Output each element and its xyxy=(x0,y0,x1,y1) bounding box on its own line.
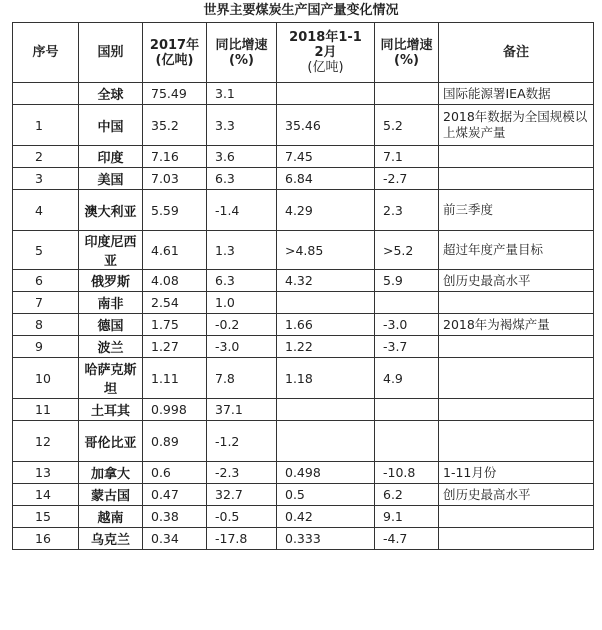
cell-seq: 11 xyxy=(13,399,79,421)
cell-p2017: 7.03 xyxy=(143,168,207,190)
cell-p2017: 4.08 xyxy=(143,270,207,292)
cell-g2018: 2.3 xyxy=(375,190,439,231)
cell-p2017: 1.27 xyxy=(143,336,207,358)
cell-g2017: 3.3 xyxy=(207,105,277,146)
cell-country: 印度 xyxy=(79,146,143,168)
cell-country: 德国 xyxy=(79,314,143,336)
cell-note: 2018年数据为全国规模以上煤炭产量 xyxy=(439,105,594,146)
cell-note xyxy=(439,146,594,168)
cell-seq: 5 xyxy=(13,231,79,270)
table-title: 世界主要煤炭生产国产量变化情况 xyxy=(203,3,399,18)
cell-seq: 12 xyxy=(13,421,79,462)
cell-p2018: 7.45 xyxy=(277,146,375,168)
cell-seq: 8 xyxy=(13,314,79,336)
table-row xyxy=(13,168,594,190)
cell-g2018: >5.2 xyxy=(375,231,439,270)
cell-p2018 xyxy=(277,421,375,462)
cell-country: 南非 xyxy=(79,292,143,314)
cell-p2018: 35.46 xyxy=(277,105,375,146)
cell-p2018: 1.18 xyxy=(277,358,375,399)
table-row xyxy=(13,190,594,231)
cell-note: 创历史最高水平 xyxy=(439,484,594,506)
cell-seq: 15 xyxy=(13,506,79,528)
cell-g2017: 32.7 xyxy=(207,484,277,506)
cell-seq: 9 xyxy=(13,336,79,358)
cell-p2018: >4.85 xyxy=(277,231,375,270)
cell-g2018: 5.2 xyxy=(375,105,439,146)
table-row xyxy=(13,421,594,462)
cell-p2018: 1.22 xyxy=(277,336,375,358)
header-2017: 2017年 (亿吨) xyxy=(143,23,207,83)
table-row xyxy=(13,146,594,168)
cell-p2017: 0.34 xyxy=(143,528,207,550)
cell-seq: 7 xyxy=(13,292,79,314)
cell-note xyxy=(439,421,594,462)
cell-p2017: 1.75 xyxy=(143,314,207,336)
cell-p2017: 5.59 xyxy=(143,190,207,231)
header-note: 备注 xyxy=(439,23,594,83)
cell-g2018 xyxy=(375,83,439,105)
cell-note: 1-11月份 xyxy=(439,462,594,484)
cell-seq: 6 xyxy=(13,270,79,292)
cell-country: 越南 xyxy=(79,506,143,528)
cell-g2017: -1.2 xyxy=(207,421,277,462)
table-row xyxy=(13,358,594,399)
cell-g2018: -4.7 xyxy=(375,528,439,550)
cell-p2018 xyxy=(277,292,375,314)
cell-p2017: 0.38 xyxy=(143,506,207,528)
cell-g2018: -2.7 xyxy=(375,168,439,190)
cell-country: 波兰 xyxy=(79,336,143,358)
cell-country: 中国 xyxy=(79,105,143,146)
cell-g2018 xyxy=(375,292,439,314)
header-2018: 2018年1-1 2月 (亿吨) xyxy=(277,23,375,83)
cell-g2018: 7.1 xyxy=(375,146,439,168)
cell-note xyxy=(439,336,594,358)
table-row xyxy=(13,506,594,528)
cell-g2018 xyxy=(375,399,439,421)
cell-country: 印度尼西亚 xyxy=(79,231,143,270)
cell-seq: 10 xyxy=(13,358,79,399)
header-country: 国别 xyxy=(79,23,143,83)
cell-p2017: 2.54 xyxy=(143,292,207,314)
cell-country: 乌克兰 xyxy=(79,528,143,550)
cell-p2017: 0.89 xyxy=(143,421,207,462)
table-row xyxy=(13,462,594,484)
cell-g2017: 6.3 xyxy=(207,168,277,190)
cell-p2018: 4.29 xyxy=(277,190,375,231)
cell-seq xyxy=(13,83,79,105)
cell-country: 哥伦比亚 xyxy=(79,421,143,462)
cell-p2018: 0.5 xyxy=(277,484,375,506)
cell-note xyxy=(439,358,594,399)
cell-g2017: 3.6 xyxy=(207,146,277,168)
table-row xyxy=(13,105,594,146)
cell-g2018: -3.0 xyxy=(375,314,439,336)
header-seq: 序号 xyxy=(13,23,79,83)
cell-g2017: 1.0 xyxy=(207,292,277,314)
table-row xyxy=(13,314,594,336)
cell-seq: 16 xyxy=(13,528,79,550)
table-row xyxy=(13,336,594,358)
header-row xyxy=(13,23,594,83)
cell-g2017: 7.8 xyxy=(207,358,277,399)
cell-g2018: 5.9 xyxy=(375,270,439,292)
cell-note xyxy=(439,399,594,421)
cell-p2018: 1.66 xyxy=(277,314,375,336)
cell-g2018: -3.7 xyxy=(375,336,439,358)
cell-g2017: -0.2 xyxy=(207,314,277,336)
cell-country: 蒙古国 xyxy=(79,484,143,506)
cell-country: 美国 xyxy=(79,168,143,190)
header-yoy-2018: 同比增速 (%) xyxy=(375,23,439,83)
cell-p2018 xyxy=(277,399,375,421)
cell-country: 土耳其 xyxy=(79,399,143,421)
cell-note: 2018年为褐煤产量 xyxy=(439,314,594,336)
cell-p2017: 0.47 xyxy=(143,484,207,506)
cell-p2017: 75.49 xyxy=(143,83,207,105)
cell-p2017: 1.11 xyxy=(143,358,207,399)
cell-note xyxy=(439,506,594,528)
cell-g2017: -3.0 xyxy=(207,336,277,358)
cell-g2018: 9.1 xyxy=(375,506,439,528)
cell-p2017: 35.2 xyxy=(143,105,207,146)
cell-p2018: 0.333 xyxy=(277,528,375,550)
cell-seq: 1 xyxy=(13,105,79,146)
cell-p2018: 0.42 xyxy=(277,506,375,528)
cell-p2018: 0.498 xyxy=(277,462,375,484)
cell-p2018: 6.84 xyxy=(277,168,375,190)
cell-g2017: -1.4 xyxy=(207,190,277,231)
table-row xyxy=(13,270,594,292)
cell-note: 超过年度产量目标 xyxy=(439,231,594,270)
cell-note xyxy=(439,292,594,314)
cell-g2018: 6.2 xyxy=(375,484,439,506)
cell-p2018: 4.32 xyxy=(277,270,375,292)
cell-g2017: -2.3 xyxy=(207,462,277,484)
cell-country: 哈萨克斯坦 xyxy=(79,358,143,399)
cell-g2017: 6.3 xyxy=(207,270,277,292)
coal-production-table xyxy=(12,22,594,550)
cell-g2018: 4.9 xyxy=(375,358,439,399)
cell-g2017: 1.3 xyxy=(207,231,277,270)
cell-country: 全球 xyxy=(79,83,143,105)
table-row xyxy=(13,528,594,550)
cell-seq: 13 xyxy=(13,462,79,484)
cell-note: 创历史最高水平 xyxy=(439,270,594,292)
cell-seq: 3 xyxy=(13,168,79,190)
cell-p2017: 7.16 xyxy=(143,146,207,168)
cell-p2018 xyxy=(277,83,375,105)
cell-g2018 xyxy=(375,421,439,462)
table-row xyxy=(13,399,594,421)
cell-note xyxy=(439,528,594,550)
cell-p2017: 4.61 xyxy=(143,231,207,270)
cell-p2017: 0.6 xyxy=(143,462,207,484)
cell-g2017: 3.1 xyxy=(207,83,277,105)
table-row xyxy=(13,484,594,506)
cell-g2017: -17.8 xyxy=(207,528,277,550)
cell-note: 前三季度 xyxy=(439,190,594,231)
cell-note xyxy=(439,168,594,190)
header-yoy-2017: 同比增速 (%) xyxy=(207,23,277,83)
cell-country: 俄罗斯 xyxy=(79,270,143,292)
cell-seq: 4 xyxy=(13,190,79,231)
cell-seq: 2 xyxy=(13,146,79,168)
table-row xyxy=(13,83,594,105)
cell-country: 加拿大 xyxy=(79,462,143,484)
cell-seq: 14 xyxy=(13,484,79,506)
cell-note: 国际能源署IEA数据 xyxy=(439,83,594,105)
cell-g2018: -10.8 xyxy=(375,462,439,484)
table-row xyxy=(13,292,594,314)
table-row xyxy=(13,231,594,270)
cell-country: 澳大利亚 xyxy=(79,190,143,231)
cell-g2017: 37.1 xyxy=(207,399,277,421)
cell-p2017: 0.998 xyxy=(143,399,207,421)
cell-g2017: -0.5 xyxy=(207,506,277,528)
